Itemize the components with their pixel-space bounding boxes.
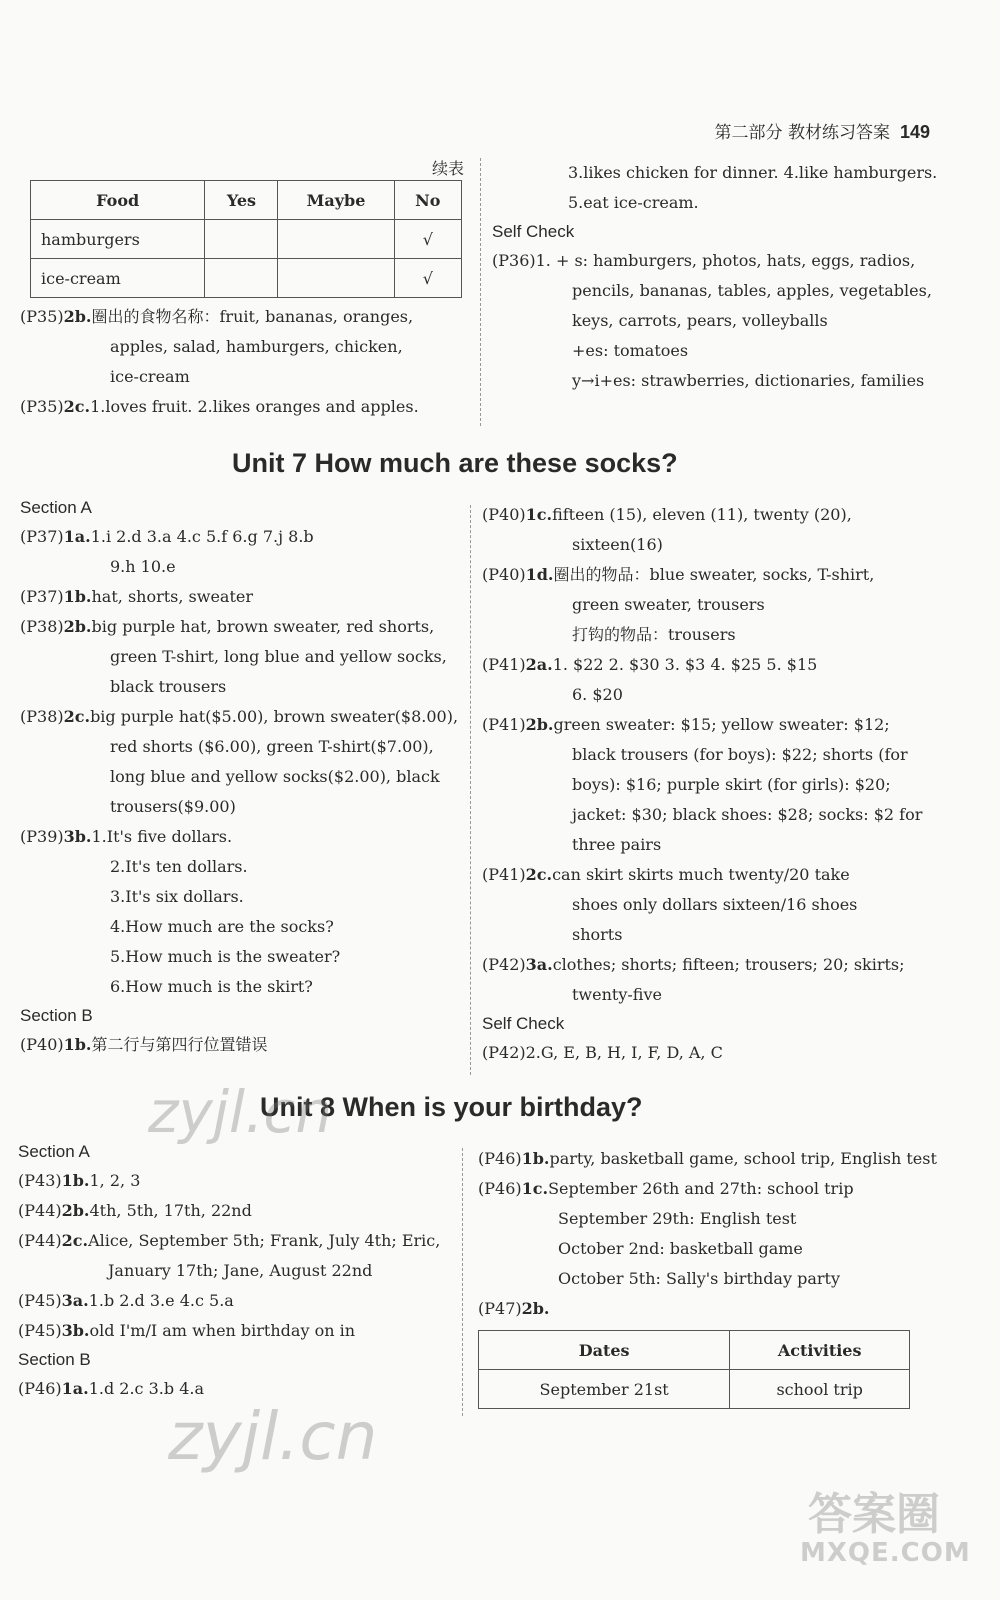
exercise-tag: 2c. [61, 1231, 89, 1250]
answer-line [482, 740, 952, 770]
page-ref: (P46) [18, 1379, 62, 1398]
answer-text: 4th, 5th, 17th, 22nd [89, 1201, 252, 1220]
answer-text: black trousers (for boys): $22; shorts (for [572, 745, 908, 764]
exercise-tag: 2b. [525, 715, 554, 734]
page-ref: (P37) [20, 527, 64, 546]
exercise-tag: 3a. [61, 1291, 89, 1310]
table-cell: ice-cream [31, 259, 205, 298]
answer-line [482, 620, 952, 650]
exercise-tag: 1b. [521, 1149, 550, 1168]
answer-text: 6.How much is the skirt? [110, 977, 313, 996]
header-title: 第二部分 教材练习答案 [714, 123, 890, 143]
exercise-tag: 1c. [521, 1179, 549, 1198]
answer-line [492, 336, 972, 366]
answer-text: 1.It's five dollars. [91, 827, 233, 846]
table-header-cell: Maybe [278, 181, 394, 220]
answer-text: y→i+es: strawberries, dictionaries, families [572, 371, 925, 390]
answer-list [20, 522, 465, 1002]
food-table-header [31, 181, 462, 220]
section-b-heading: Section B [20, 1006, 93, 1025]
answer-text: September 26th and 27th: school trip [548, 1179, 854, 1198]
page-ref: (P39) [20, 827, 64, 846]
column-divider-top [480, 158, 481, 426]
answer-text: red shorts ($6.00), green T-shirt($7.00), [110, 737, 434, 756]
table-cell [278, 220, 394, 259]
answer-line [482, 530, 952, 560]
answer-line [482, 680, 952, 710]
exercise-tag: 2c. [525, 865, 553, 884]
exercise-tag: 1b. [63, 1035, 92, 1054]
answer-text: three pairs [572, 835, 662, 854]
answer-line [478, 1204, 918, 1234]
answer-text: 5.How much is the sweater? [110, 947, 341, 966]
answer-text: clothes; shorts; fifteen; trousers; 20; skirts; [552, 955, 905, 974]
answer-line [482, 590, 952, 620]
answer-text: sixteen(16) [572, 535, 663, 554]
answer-line [492, 366, 972, 396]
answer-list [18, 1166, 458, 1346]
answer-text: 圈出的物品：blue sweater, socks, T-shirt, [553, 565, 875, 584]
answer-line [18, 1286, 458, 1316]
self-check-list [492, 246, 972, 396]
page-ref: (P46) [478, 1149, 522, 1168]
page-ref: (P40) [482, 505, 526, 524]
answer-line [482, 560, 952, 590]
self-check-list [482, 1038, 952, 1068]
answer-line [482, 500, 952, 530]
answer-line [482, 710, 952, 740]
section-b-heading: Section B [18, 1350, 91, 1369]
answer-line [20, 582, 465, 612]
page-ref: (P45) [18, 1291, 62, 1310]
answer-text: 9.h 10.e [110, 557, 176, 576]
answer-text: 1. + s: hamburgers, photos, hats, eggs, radios, [535, 251, 916, 270]
answer-list [18, 1374, 458, 1404]
answer-line [482, 830, 952, 860]
answer-text: October 2nd: basketball game [558, 1239, 803, 1258]
watermark-mid: zyjl.cn [148, 1078, 333, 1146]
page-ref: (P45) [18, 1321, 62, 1340]
answer-line [20, 392, 470, 422]
continued-label: 续表 [431, 159, 464, 178]
top-right-column [492, 158, 972, 396]
exercise-tag: 1b. [61, 1171, 90, 1190]
answer-text: 第二行与第四行位置错误 [91, 1035, 268, 1054]
answer-text: apples, salad, hamburgers, chicken, [110, 337, 403, 356]
page-ref: (P38) [20, 707, 64, 726]
page-ref: (P35) [20, 397, 64, 416]
table-row [31, 259, 462, 298]
exercise-tag: 1b. [63, 587, 92, 606]
answer-text: twenty-five [572, 985, 662, 1004]
section-a-heading: Section A [20, 498, 92, 517]
answer-text: 圈出的食物名称：fruit, bananas, oranges, [91, 307, 414, 326]
page-ref: (P44) [18, 1201, 62, 1220]
unit7-title: Unit 7 How much are these socks? [232, 448, 678, 478]
answer-text: 2.It's ten dollars. [110, 857, 248, 876]
answer-line [478, 1144, 937, 1174]
answer-line [20, 852, 465, 882]
page-ref: (P40) [482, 565, 526, 584]
table-header-cell: No [394, 181, 461, 220]
answer-line [18, 1196, 458, 1226]
answer-line [492, 246, 972, 276]
page-ref: (P42) [482, 955, 526, 974]
answer-text: jacket: $30; black shoes: $28; socks: $2 for [572, 805, 923, 824]
answer-line [20, 362, 470, 392]
answer-line [20, 912, 465, 942]
answer-line: 5.eat ice-cream. [568, 193, 699, 212]
exercise-tag: 2c. [63, 397, 91, 416]
unit7-left-column [20, 494, 465, 1060]
answer-line [20, 612, 465, 642]
answer-text: 1.b 2.d 3.e 4.c 5.a [88, 1291, 234, 1310]
answer-text: 打钩的物品：trousers [572, 625, 736, 644]
self-check-heading: Self Check [492, 222, 575, 241]
answer-line [478, 1264, 918, 1294]
answer-line [482, 800, 952, 830]
answer-line [20, 972, 465, 1002]
exercise-tag: 1d. [525, 565, 554, 584]
answer-line [478, 1294, 918, 1324]
page-ref: (P37) [20, 587, 64, 606]
answer-line [478, 1234, 918, 1264]
page-ref: (P36) [492, 251, 536, 270]
table-cell: school trip [730, 1370, 910, 1409]
answer-list [478, 1144, 937, 1324]
answer-line [492, 276, 972, 306]
exercise-tag: 2b. [61, 1201, 90, 1220]
unit8-right-column [478, 1144, 937, 1409]
section-a-heading: Section A [18, 1142, 90, 1161]
unit8-left-column [18, 1138, 458, 1404]
table-header-cell: Yes [205, 181, 278, 220]
answer-list [20, 302, 470, 422]
answer-line [20, 672, 465, 702]
page-ref: (P40) [20, 1035, 64, 1054]
table-cell [205, 259, 278, 298]
answer-text: 2.G, E, B, H, I, F, D, A, C [525, 1043, 723, 1062]
answer-text: 1, 2, 3 [89, 1171, 141, 1190]
answer-text: 4.How much are the socks? [110, 917, 334, 936]
table-cell [205, 220, 278, 259]
answer-line [20, 762, 465, 792]
answer-line [482, 920, 952, 950]
check-mark: √ [394, 259, 461, 298]
answer-text: black trousers [110, 677, 227, 696]
answer-text: 1.d 2.c 3.b 4.a [88, 1379, 204, 1398]
answer-line [482, 650, 952, 680]
answer-text: fifteen (15), eleven (11), twenty (20), [552, 505, 852, 524]
answer-text: big purple hat($5.00), brown sweater($8.00), [90, 707, 459, 726]
page-ref: (P41) [482, 655, 526, 674]
answer-line [18, 1316, 458, 1346]
answer-line [482, 860, 952, 890]
answer-text: long blue and yellow socks($2.00), black [110, 767, 440, 786]
exercise-tag: 3b. [61, 1321, 90, 1340]
answer-text: hat, shorts, sweater [91, 587, 254, 606]
answer-line [20, 702, 465, 732]
page-ref: (P44) [18, 1231, 62, 1250]
answer-line [20, 332, 470, 362]
answer-text: green sweater: $15; yellow sweater: $12; [553, 715, 890, 734]
table-header-cell: Dates [479, 1331, 730, 1370]
exercise-tag: 2c. [63, 707, 91, 726]
answer-line [482, 890, 952, 920]
exercise-tag: 2b. [63, 617, 92, 636]
top-left-column [20, 158, 470, 422]
watermark-bottom: zyjl.cn [168, 1398, 378, 1475]
answer-line [20, 642, 465, 672]
page-ref: (P41) [482, 865, 526, 884]
exercise-tag: 1a. [63, 527, 91, 546]
table-row [479, 1370, 910, 1409]
page-number: 149 [899, 122, 930, 142]
answer-line [492, 306, 972, 336]
answer-text: September 29th: English test [558, 1209, 797, 1228]
answer-line [20, 552, 465, 582]
exercise-tag: 2b. [63, 307, 92, 326]
table-header-cell: Activities [730, 1331, 910, 1370]
answer-line [20, 882, 465, 912]
answer-text: 3.It's six dollars. [110, 887, 244, 906]
answer-text: boys): $16; purple skirt (for girls): $20; [572, 775, 891, 794]
answer-text: green sweater, trousers [572, 595, 765, 614]
food-table [30, 180, 462, 298]
watermark-corner-brand: 答案圈 [808, 1489, 940, 1540]
answer-text: green T-shirt, long blue and yellow socks, [110, 647, 447, 666]
answer-text: party, basketball game, school trip, English test [549, 1149, 937, 1168]
page-ref: (P38) [20, 617, 64, 636]
answer-line [20, 822, 465, 852]
exercise-tag: 3b. [63, 827, 92, 846]
activities-table-header [479, 1331, 910, 1370]
answer-line [482, 770, 952, 800]
watermark-corner-url: MXQE.COM [800, 1538, 971, 1568]
page-ref: (P47) [478, 1299, 522, 1318]
answer-text: Alice, September 5th; Frank, July 4th; Eric, [88, 1231, 441, 1250]
table-header-cell: Food [31, 181, 205, 220]
answer-text: 1. $22 2. $30 3. $3 4. $25 5. $15 [552, 655, 818, 674]
table-cell: hamburgers [31, 220, 205, 259]
answer-text: 6. $20 [572, 685, 623, 704]
answer-line [478, 1174, 918, 1204]
exercise-tag: 3a. [525, 955, 553, 974]
table-cell: September 21st [479, 1370, 730, 1409]
answer-text: pencils, bananas, tables, apples, vegetables, [572, 281, 932, 300]
table-cell [278, 259, 394, 298]
answer-text: 1.loves fruit. 2.likes oranges and apples. [90, 397, 419, 416]
answer-line [20, 522, 465, 552]
answer-text: shoes only dollars sixteen/16 shoes [572, 895, 858, 914]
answer-line [18, 1166, 458, 1196]
answer-text: big purple hat, brown sweater, red shorts, [91, 617, 435, 636]
unit8-title: Unit 8 When is your birthday? [260, 1092, 643, 1122]
column-divider-unit7 [470, 505, 471, 1075]
answer-text: shorts [572, 925, 623, 944]
answer-text: keys, carrots, pears, volleyballs [572, 311, 828, 330]
answer-line [20, 732, 465, 762]
page-ref: (P43) [18, 1171, 62, 1190]
check-mark: √ [394, 220, 461, 259]
unit7-right-column [482, 500, 952, 1068]
answer-text: ice-cream [110, 367, 190, 386]
self-check-heading: Self Check [482, 1014, 565, 1033]
answer-text: 1.i 2.d 3.a 4.c 5.f 6.g 7.j 8.b [90, 527, 314, 546]
answer-line [18, 1256, 458, 1286]
answer-text: January 17th; Jane, August 22nd [108, 1261, 373, 1280]
exercise-tag: 2a. [525, 655, 553, 674]
answer-line [482, 980, 952, 1010]
answer-line [18, 1226, 458, 1256]
answer-line [20, 942, 465, 972]
activities-table [478, 1330, 910, 1409]
page-ref: (P41) [482, 715, 526, 734]
answer-list [20, 1030, 465, 1060]
answer-text: trousers($9.00) [110, 797, 236, 816]
answer-text: +es: tomatoes [572, 341, 689, 360]
page-ref: (P46) [478, 1179, 522, 1198]
answer-line [18, 1374, 458, 1404]
answer-text: old I'm/I am when birthday on in [89, 1321, 356, 1340]
answer-line [20, 792, 465, 822]
column-divider-unit8 [462, 1148, 463, 1416]
answer-line [20, 302, 470, 332]
exercise-tag: 1c. [525, 505, 553, 524]
exercise-tag: 2b. [521, 1299, 550, 1318]
answer-line [482, 950, 952, 980]
table-row [31, 220, 462, 259]
exercise-tag: 1a. [61, 1379, 89, 1398]
answer-text: October 5th: Sally's birthday party [558, 1269, 840, 1288]
answer-list [482, 500, 952, 1010]
answer-line [482, 1038, 952, 1068]
page-ref: (P42) [482, 1043, 526, 1062]
answer-line: 3.likes chicken for dinner. 4.like hamburgers. [568, 163, 938, 182]
answer-line [20, 1030, 465, 1060]
answer-text: can skirt skirts much twenty/20 take [552, 865, 850, 884]
page-header [715, 118, 930, 143]
page-ref: (P35) [20, 307, 64, 326]
